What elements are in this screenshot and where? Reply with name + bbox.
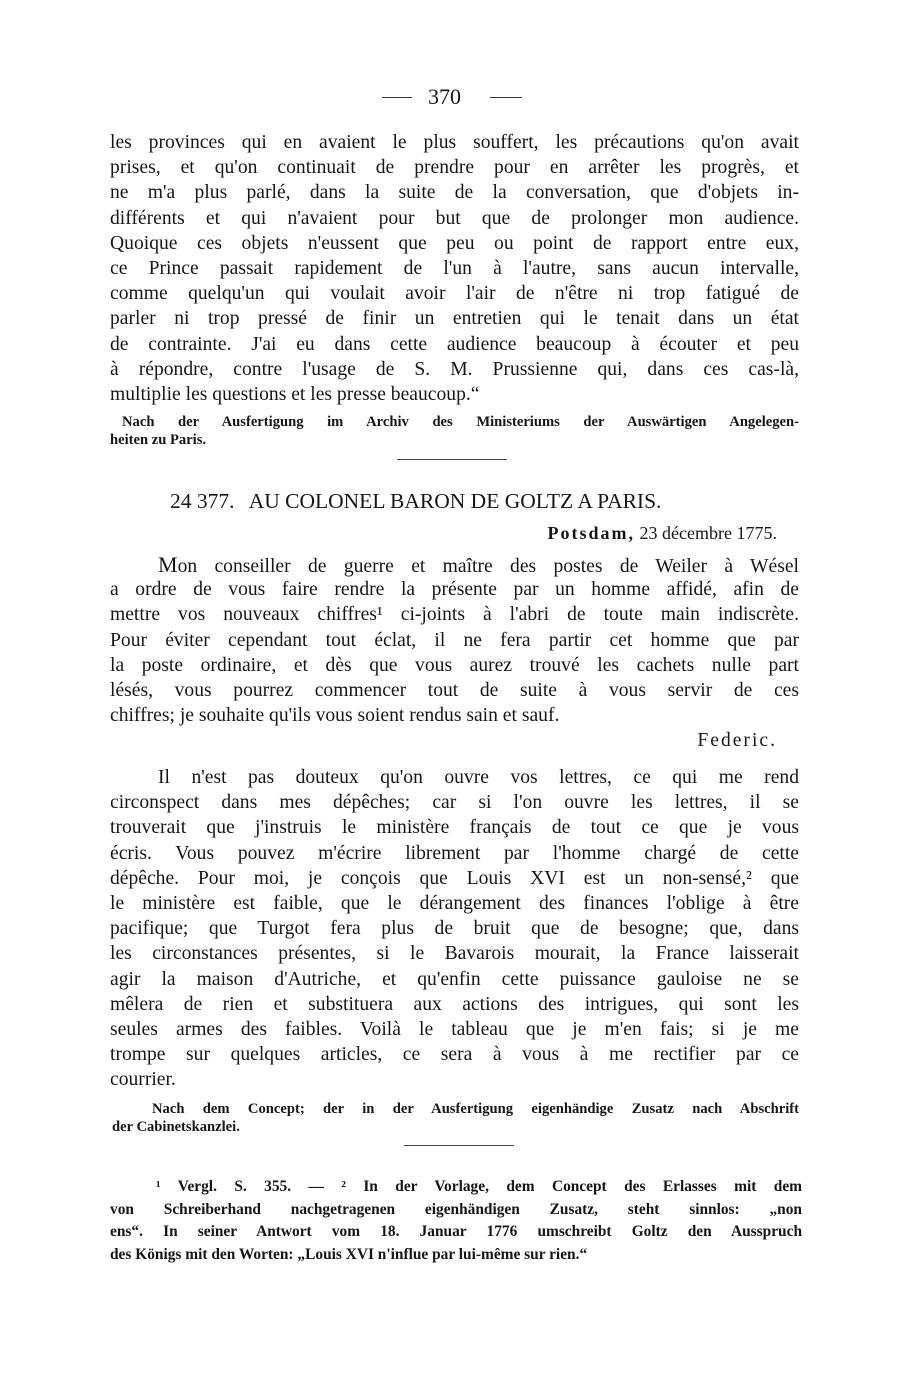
text-line: trouverait que j'instruis le ministère français de tout ce que je vous (110, 817, 799, 839)
text-line: a ordre de vous faire rendre la présente par un homme affidé, afin de (110, 579, 799, 601)
text-line: à répondre, contre l'usage de S. M. Prussienne qui, dans ces cas-là, (110, 358, 799, 380)
text-line: la poste ordinaire, et dès que vous aurez trouvé les cachets nulle part (110, 654, 799, 676)
note-line: heiten zu Paris. (110, 432, 207, 448)
text-line: seules armes des faibles. Voilà le tableau que je m'en fais; si je me (110, 1018, 799, 1040)
letter-place: Potsdam, (547, 523, 636, 543)
text-line: pacifique; que Turgot fera plus de bruit que de besogne; que, dans (110, 918, 799, 940)
letter-paragraph-1 (110, 552, 799, 754)
footnote-line: ¹ Vergl. S. 355. — ² In der Vorlage, dem Concept des Erlasses mit dem (156, 1178, 802, 1195)
letter-dateline (110, 521, 777, 545)
continuation-paragraph (110, 130, 799, 407)
footnote-line: des Königs mit den Worten: „Louis XVI n'influe par lui-même sur rien.“ (110, 1245, 588, 1263)
text-line: ne m'a plus parlé, dans la suite de la conversation, que d'objets in- (110, 182, 799, 204)
text-line: différents et qui n'avaient pour but que de prolonger mon audience. (110, 207, 799, 229)
note-line: der Cabinetskanzlei. (112, 1119, 240, 1135)
text-line: agir la maison d'Autriche, et qu'enfin cette puissance gauloise ne se (110, 968, 799, 990)
footnote-line: von Schreiberhand nachgetragenen eigenhändigen Zusatz, steht sinnlos: „non (110, 1200, 802, 1218)
letter-number: 24 377. (170, 489, 235, 513)
text-line: de contrainte. J'ai eu dans cette audience beaucoup à écouter et peu (110, 333, 799, 355)
text-line: multiplie les questions et les presse beaucoup.“ (110, 383, 480, 405)
footnotes (110, 1176, 802, 1266)
text-line: mettre vos nouveaux chiffres¹ ci-joints à l'abri de toute main indiscrète. (110, 604, 799, 626)
text-line: ce Prince passait rapidement de l'un à l'autre, sans aucun intervalle, (110, 257, 799, 279)
text-line: lésés, vous pourrez commencer tout de suite à vous servir de ces (110, 679, 799, 701)
letter-title: AU COLONEL BARON DE GOLTZ A PARIS. (248, 489, 662, 513)
text-line: chiffres; je souhaite qu'ils vous soient rendus sain et sauf. (110, 705, 560, 727)
letter-date: 23 décembre 1775. (639, 523, 777, 543)
letter-signature (110, 728, 799, 753)
letter-heading (170, 487, 661, 515)
source-note (110, 413, 799, 449)
text-line: parler ni trop pressé de finir un entretien qui le tenait dans un état (110, 308, 799, 330)
text-line: mêlera de rien et substituera aux actions des intrigues, qui sont les (110, 993, 799, 1015)
text-line: le ministère est faible, que le dérangement des finances l'oblige à être (110, 892, 799, 914)
text-line: Mon conseiller de guerre et maître des postes de Weiler à Wésel (158, 552, 799, 577)
text-line: écris. Vous pouvez m'écrire librement par l'homme chargé de cette (110, 842, 799, 864)
text-line: comme quelqu'un qui voulait avoir l'air de n'être ni trop fatigué de (110, 283, 799, 305)
text-line: trompe sur quelques articles, ce sera à vous à me rectifier par ce (110, 1044, 799, 1066)
text-line: circonspect dans mes dépêches; car si l'on ouvre les lettres, il se (110, 792, 799, 814)
page-header (0, 84, 900, 110)
text-line: prises, et qu'on continuait de prendre pour en arrêter les progrès, et (110, 157, 799, 179)
text-line: dépêche. Pour moi, je conçois que Louis XVI est un non-sensé,² que (110, 867, 799, 889)
note-line: Nach der Ausfertigung im Archiv des Ministeriums der Auswärtigen Angelegen- (122, 414, 799, 430)
note-line: Nach dem Concept; der in der Ausfertigung eigenhändige Zusatz nach Abschrift (152, 1101, 799, 1117)
header-dash-right (490, 97, 522, 98)
text-line: les circonstances présentes, si le Bavarois mourait, la France laisserait (110, 943, 799, 965)
header-dash-left (382, 97, 412, 98)
signature-text: Federic. (697, 730, 777, 752)
initial-letter: M (158, 552, 178, 577)
footnote-divider (404, 1145, 514, 1146)
text-line: les provinces qui en avaient le plus souffert, les précautions qu'on avait (110, 132, 799, 153)
source-note (112, 1100, 799, 1136)
letter-paragraph-2 (110, 765, 799, 1092)
text-line: courrier. (110, 1069, 176, 1091)
text-line: Quoique ces objets n'eussent que peu ou point de rapport entre eux, (110, 232, 799, 254)
page-number: 370 (428, 84, 461, 109)
section-divider (397, 459, 507, 460)
footnote-line: ens“. In seiner Antwort vom 18. Januar 1776 umschreibt Goltz den Ausspruch (110, 1223, 802, 1240)
text-line: Il n'est pas douteux qu'on ouvre vos lettres, ce qui me rend (158, 767, 799, 788)
text-line: Pour éviter cependant tout éclat, il ne fera partir cet homme que par (110, 629, 799, 651)
